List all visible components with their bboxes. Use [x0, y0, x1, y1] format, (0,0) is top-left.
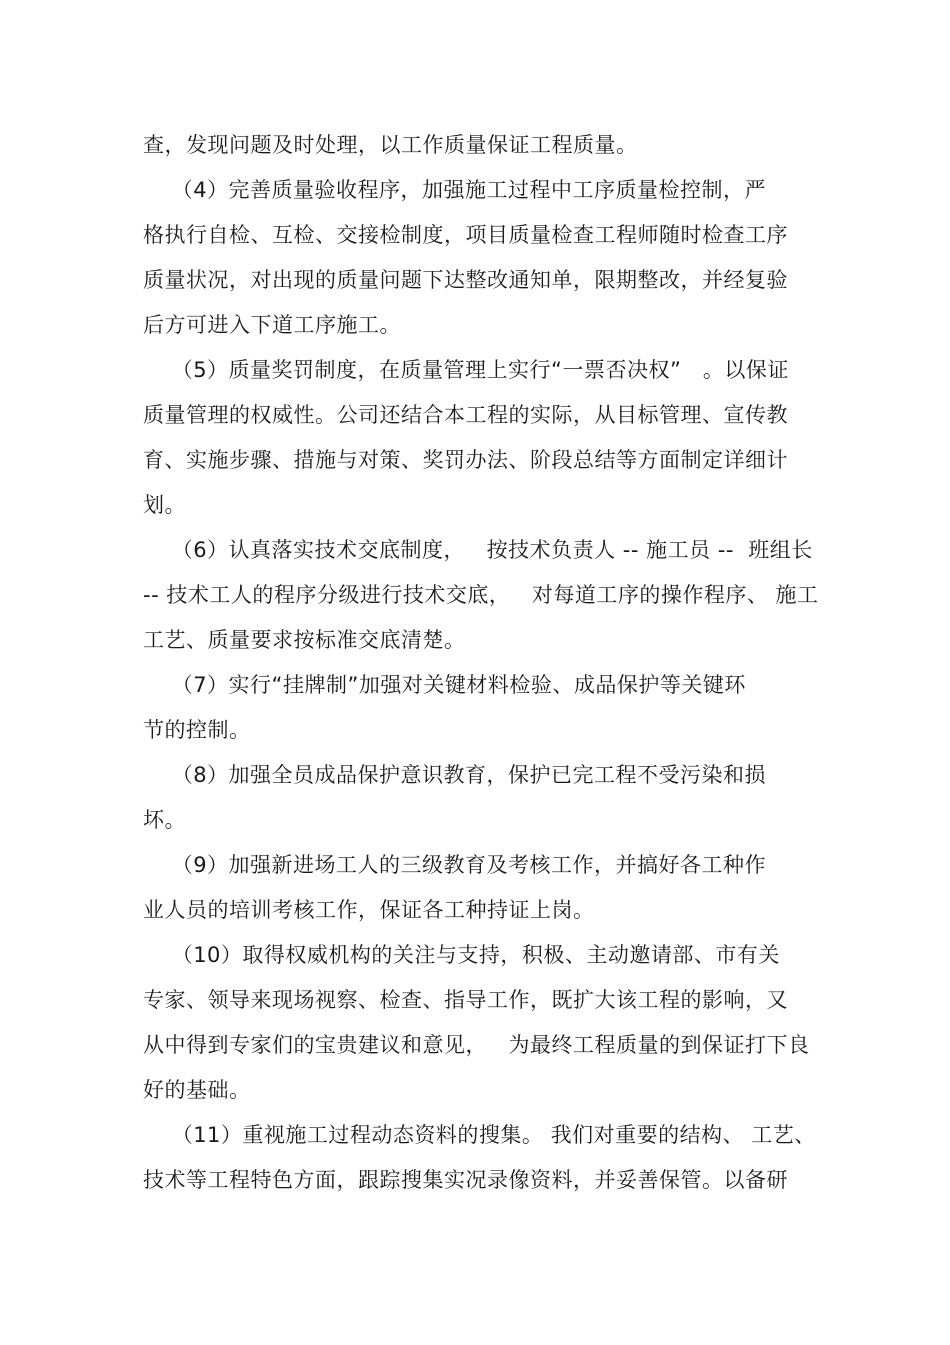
body-line-17: （9）加强新进场工人的三级教育及考核工作，并搞好各工种作	[143, 853, 767, 877]
body-line-20: 专家、领导来现场视察、检查、指导工作，既扩大该工程的影响，又	[143, 988, 788, 1012]
body-line-22: 好的基础。	[143, 1078, 251, 1102]
body-line-5: 后方可进入下道工序施工。	[143, 313, 401, 337]
body-line-19: （10）取得权威机构的关注与支持，积极、主动邀请部、市有关	[143, 943, 780, 967]
body-line-3: 格执行自检、互检、交接检制度，项目质量检查工程师随时检查工序	[143, 223, 788, 247]
body-line-21: 从中得到专家们的宝贵建议和意见， 为最终工程质量的到保证打下良	[143, 1033, 810, 1057]
body-line-2: （4）完善质量验收程序，加强施工过程中工序质量检控制，严	[143, 178, 767, 202]
body-line-18: 业人员的培训考核工作，保证各工种持证上岗。	[143, 898, 595, 922]
body-line-13: （7）实行“挂牌制”加强对关键材料检验、成品保护等关键环	[143, 673, 746, 697]
body-line-1: 查，发现问题及时处理，以工作质量保证工程质量。	[143, 133, 638, 157]
body-line-24: 技术等工程特色方面，跟踪搜集实况录像资料，并妥善保管。以备研	[143, 1168, 788, 1192]
body-line-11: -- 技术工人的程序分级进行技术交底， 对每道工序的操作程序、 施工	[143, 583, 819, 607]
body-line-4: 质量状况，对出现的质量问题下达整改通知单，限期整改，并经复验	[143, 268, 788, 292]
body-line-14: 节的控制。	[143, 718, 251, 742]
body-line-23: （11）重视施工过程动态资料的搜集。 我们对重要的结构、 工艺、	[143, 1123, 816, 1147]
body-line-12: 工艺、质量要求按标准交底清楚。	[143, 628, 466, 652]
body-line-10: （6）认真落实技术交底制度， 按技术负责人 -- 施工员 -- 班组长	[143, 538, 813, 562]
body-line-16: 坏。	[143, 808, 186, 832]
body-line-15: （8）加强全员成品保护意识教育，保护已完工程不受污染和损	[143, 763, 767, 787]
body-line-9: 划。	[143, 493, 186, 517]
body-line-8: 育、实施步骤、措施与对策、奖罚办法、阶段总结等方面制定详细计	[143, 448, 788, 472]
body-line-6: （5）质量奖罚制度，在质量管理上实行“一票否决权” 。以保证	[143, 358, 789, 382]
body-line-7: 质量管理的权威性。公司还结合本工程的实际，从目标管理、宣传教	[143, 403, 788, 427]
